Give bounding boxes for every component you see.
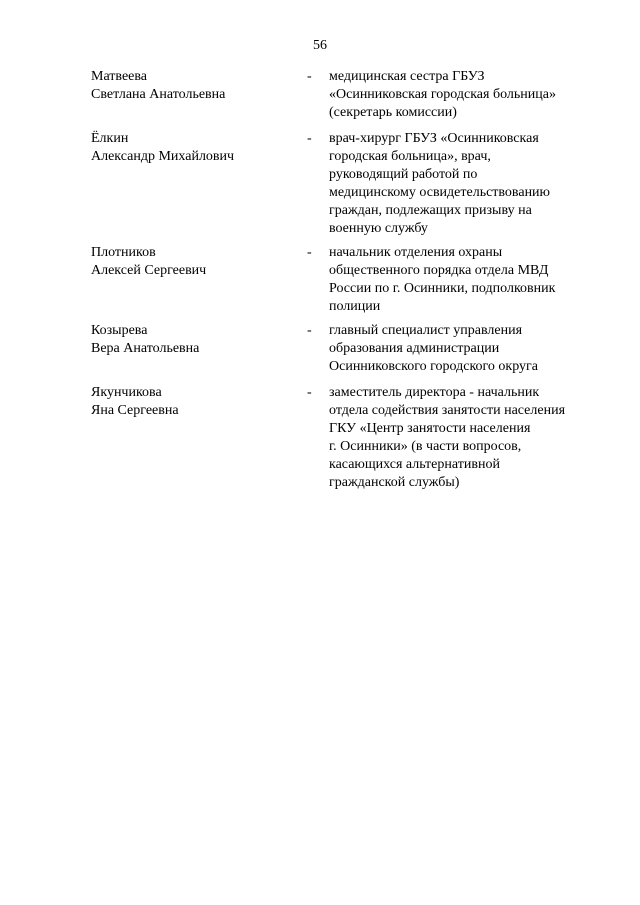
member-name (91, 322, 307, 376)
member-position: медицинская сестра ГБУЗ «Осинниковская городская больница» (секретарь комиссии) (329, 69, 556, 120)
member-given-names: Вера Анатольевна (91, 341, 200, 356)
member-name (91, 244, 307, 316)
member-position: главный специалист управления образования администрации Осинниковского городского округа (329, 323, 538, 374)
member-position: начальник отделения охраны общественного порядка отдела МВД России по г. Осинники, подполковник полиции (329, 245, 556, 314)
member-surname: Плотников (91, 245, 156, 260)
dash-separator: - (307, 323, 312, 338)
dash-separator: - (307, 131, 312, 146)
commission-member-list (91, 68, 581, 492)
member-name (91, 384, 307, 492)
member-entry (91, 244, 581, 316)
member-given-names: Яна Сергеевна (91, 403, 179, 418)
member-position: заместитель директора - начальник отдела содействия занятости населения ГКУ «Центр занятости населения г. Осинники» (в части вопросов, касающихся альтернативной гражданской службы) (329, 385, 566, 490)
member-name (91, 130, 307, 238)
member-given-names: Светлана Анатольевна (91, 87, 226, 102)
member-surname: Козырева (91, 323, 148, 338)
member-entry (91, 322, 581, 376)
member-given-names: Александр Михайлович (91, 149, 235, 164)
page-number: 56 (313, 38, 327, 53)
member-given-names: Алексей Сергеевич (91, 263, 207, 278)
member-entry (91, 384, 581, 492)
member-name (91, 68, 307, 122)
member-surname: Матвеева (91, 69, 148, 84)
member-entry (91, 130, 581, 238)
member-surname: Ёлкин (91, 131, 129, 146)
member-entry (91, 68, 581, 122)
dash-separator: - (307, 245, 312, 260)
dash-separator: - (307, 69, 312, 84)
member-surname: Якунчикова (91, 385, 162, 400)
dash-separator: - (307, 385, 312, 400)
member-position: врач-хирург ГБУЗ «Осинниковская городская больница», врач, руководящий работой по медицинскому освидетельствованию граждан, подлежащих призыву на военную службу (329, 131, 551, 236)
